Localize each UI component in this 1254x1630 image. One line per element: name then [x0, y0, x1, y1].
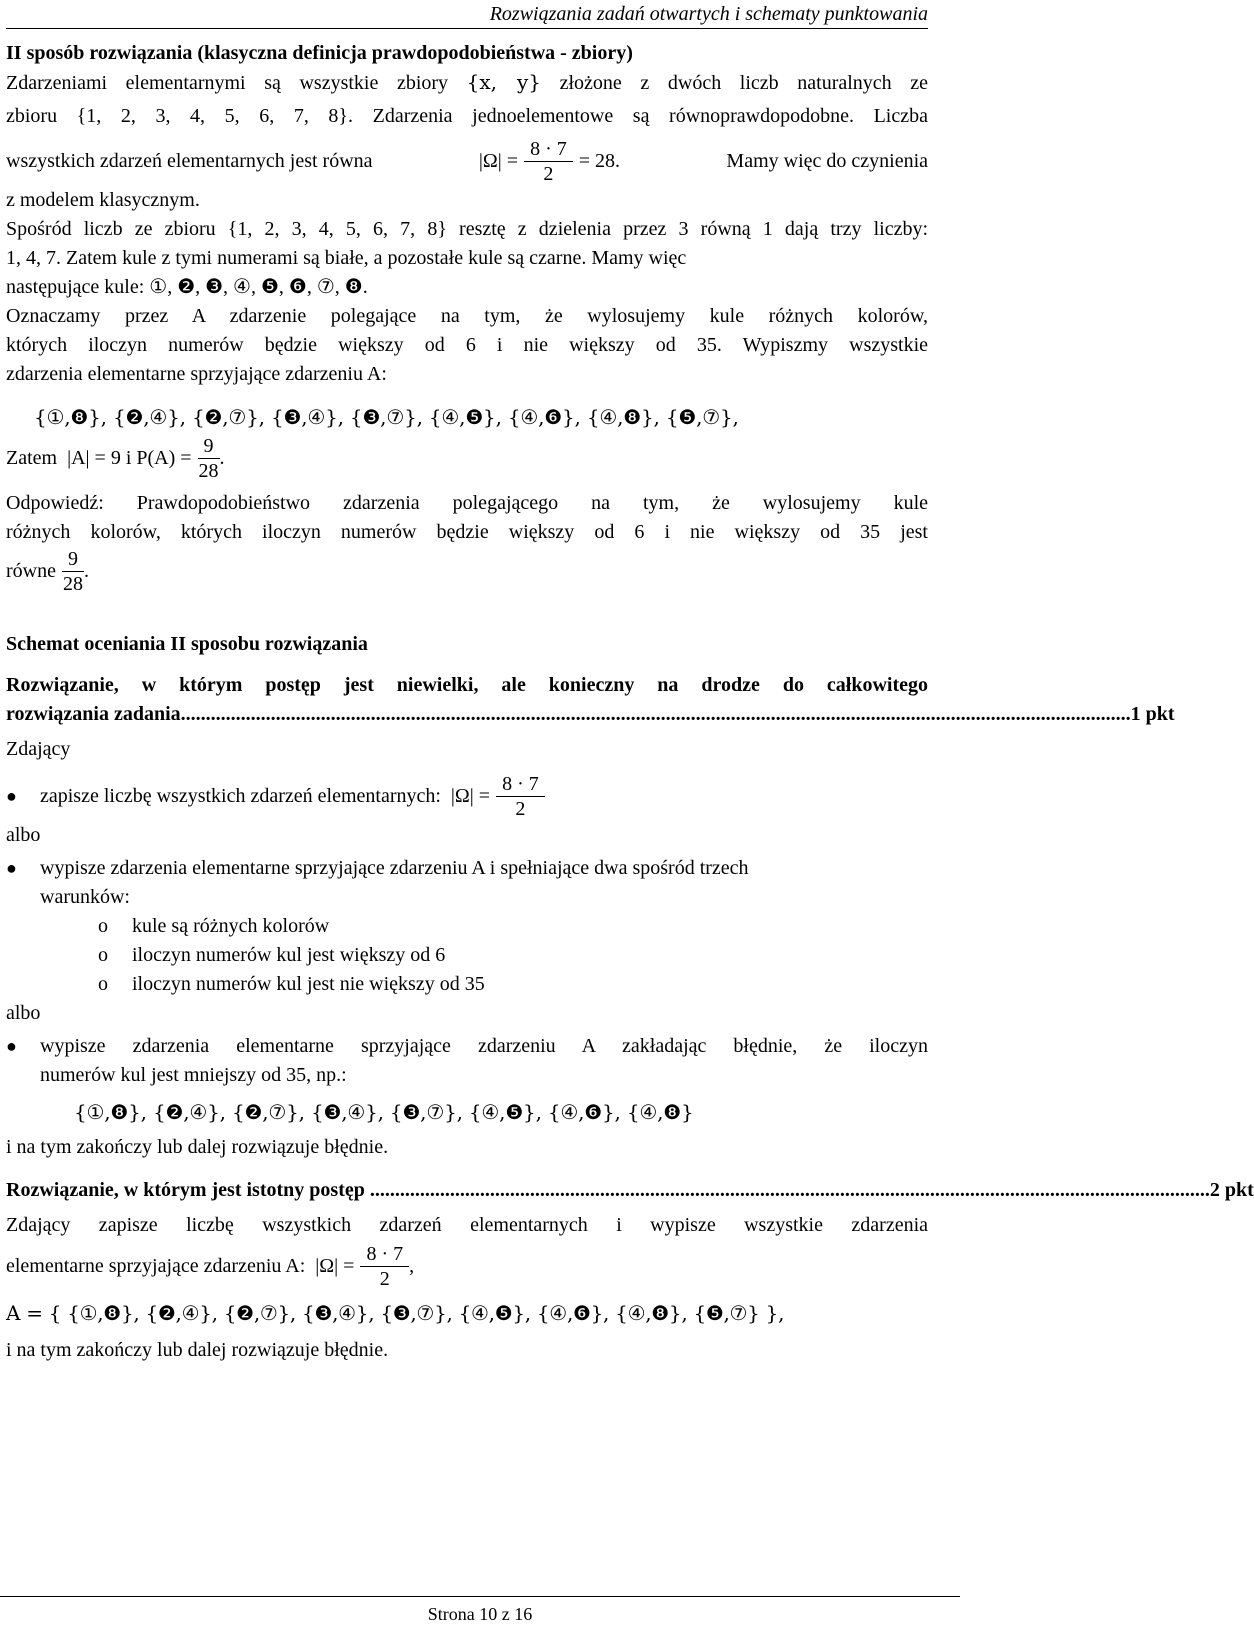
paragraph-line: i na tym zakończy lub dalej rozwiązuje błędnie. — [6, 1136, 389, 1158]
condition-item: o iloczyn numerów kul jest nie większy od 35 — [98, 973, 485, 995]
fraction: $\frac{9}{28}$ — [198, 435, 219, 482]
condition-item: o kule są różnych kolorów — [98, 915, 330, 937]
paragraph-line: 1, 4, 7. Zatem kule z tymi numerami są białe, a pozostałe kule są czarne. Mamy więc — [6, 247, 687, 269]
score-level-2: Rozwiązanie, w którym jest istotny postęp ........................................................................................................................................................................ 2 pkt — [6, 1176, 928, 1205]
paragraph-line: których iloczyn numerów będzie większy od 6 i nie większy od 35. Wypiszmy wszystkie — [6, 334, 928, 356]
bullet-icon: ● — [6, 786, 17, 806]
criterion-item: ● zapisze liczbę wszystkich zdarzeń elementarnych: |Ω| = $\frac{8 \cdot 7}{2}$ — [6, 772, 928, 821]
paragraph-line: i na tym zakończy lub dalej rozwiązuje błędnie. — [6, 1339, 389, 1361]
event-set: {①,❽}, {❷,④}, {❷,⑦}, {❸,④}, {❸,⑦}, {④,❺}, {④,❻}, {④,❽}, {❺,⑦}, — [34, 405, 739, 429]
omega-line: wszystkich zdarzeń elementarnych jest równa |Ω| = $\frac{8 \cdot 7}{2}$ = 28. Mamy więc do czynienia — [6, 138, 928, 185]
event-set-a: A = { {①,❽}, {❷,④}, {❷,⑦}, {❸,④}, {❸,⑦}, {④,❺}, {④,❻}, {④,❽}, {❺,⑦} }, — [6, 1301, 785, 1325]
running-header: Rozwiązania zadań otwartych i schematy punktowania — [6, 0, 928, 29]
probability-expression: |A| = 9 i P(A) = — [67, 447, 192, 469]
albo-label: albo — [6, 1002, 41, 1024]
omega-expression: |Ω| = — [478, 150, 519, 172]
albo-label: albo — [6, 824, 41, 846]
paragraph-line: Zdający zapisze liczbę wszystkich zdarzeń elementarnych i wypisze wszystkie zdarzenia — [6, 1214, 928, 1236]
paragraph-line: zbioru {1, 2, 3, 4, 5, 6, 7, 8}. Zdarzenia jednoelementowe są równoprawdopodobne. Liczba — [6, 105, 928, 127]
points-label: 2 pkt — [1209, 1179, 1254, 1201]
answer-line: Odpowiedź: Prawdopodobieństwo zdarzenia polegającego na tym, że wylosujemy kule — [6, 492, 928, 514]
answer-line: równe $\frac{9}{28}$ . — [6, 548, 89, 595]
fraction: $\frac{8 \cdot 7}{2}$ — [496, 772, 545, 821]
criterion-item: ● wypisze zdarzenia elementarne sprzyjające zdarzeniu A zakładając błędnie, że iloczyn numerów kul jest mniejszy od 35, np.: — [6, 1032, 928, 1090]
document-page — [6, 0, 1254, 1630]
bullet-icon: ● — [6, 1036, 17, 1056]
score-level-1-line: rozwiązania zadania .............................................................................................................................................................................................. 1 pkt — [6, 700, 928, 729]
zdajacy-label: Zdający — [6, 738, 71, 760]
condition-item: o iloczyn numerów kul jest większy od 6 — [98, 944, 446, 966]
zatem-line: Zatem |A| = 9 i P(A) = $\frac{9}{28}$ . — [6, 435, 225, 482]
bullet-icon: ● — [6, 858, 17, 878]
answer-line: różnych kolorów, których iloczyn numerów będzie większy od 6 i nie większy od 35 jest — [6, 521, 928, 543]
criterion-item: ● wypisze zdarzenia elementarne sprzyjające zdarzeniu A i spełniające dwa spośród trzech warunków: — [6, 854, 928, 912]
event-set: {①,❽}, {❷,④}, {❷,⑦}, {❸,④}, {❸,⑦}, {④,❺}, {④,❻}, {④,❽} — [74, 1100, 694, 1124]
section-heading: II sposób rozwiązania (klasyczna definicja prawdopodobieństwa - zbiory) — [6, 42, 633, 64]
page-footer: Strona 10 z 16 — [0, 1596, 960, 1625]
paragraph-line: zdarzenia elementarne sprzyjające zdarzeniu A: — [6, 363, 387, 385]
paragraph-line: Zdarzeniami elementarnymi są wszystkie zbiory {x, y} złożone z dwóch liczb naturalnych ze — [6, 70, 929, 94]
paragraph-line: z modelem klasycznym. — [6, 189, 200, 211]
section-heading: Schemat oceniania II sposobu rozwiązania — [6, 633, 368, 655]
score-level-1: Rozwiązanie, w którym postęp jest niewielki, ale konieczny na drodze do całkowitego — [6, 674, 928, 696]
points-label: 1 pkt — [1130, 703, 1175, 725]
fraction: $\frac{8 \cdot 7}{2}$ — [524, 137, 573, 186]
paragraph-line: Oznaczamy przez A zdarzenie polegające na tym, że wylosujemy kule różnych kolorów, — [6, 305, 928, 327]
paragraph-line: Spośród liczb ze zbioru {1, 2, 3, 4, 5, 6, 7, 8} resztę z dzielenia przez 3 równą 1 dają trzy liczby: — [6, 218, 928, 240]
balls-list: następujące kule: ①, ❷, ❸, ④, ❺, ❻, ⑦, ❽. — [6, 276, 368, 298]
fraction: $\frac{8 \cdot 7}{2}$ — [360, 1242, 409, 1291]
fraction: $\frac{9}{28}$ — [62, 548, 83, 595]
omega-line: elementarne sprzyjające zdarzeniu A: |Ω| = $\frac{8 \cdot 7}{2}$ , — [6, 1243, 415, 1290]
